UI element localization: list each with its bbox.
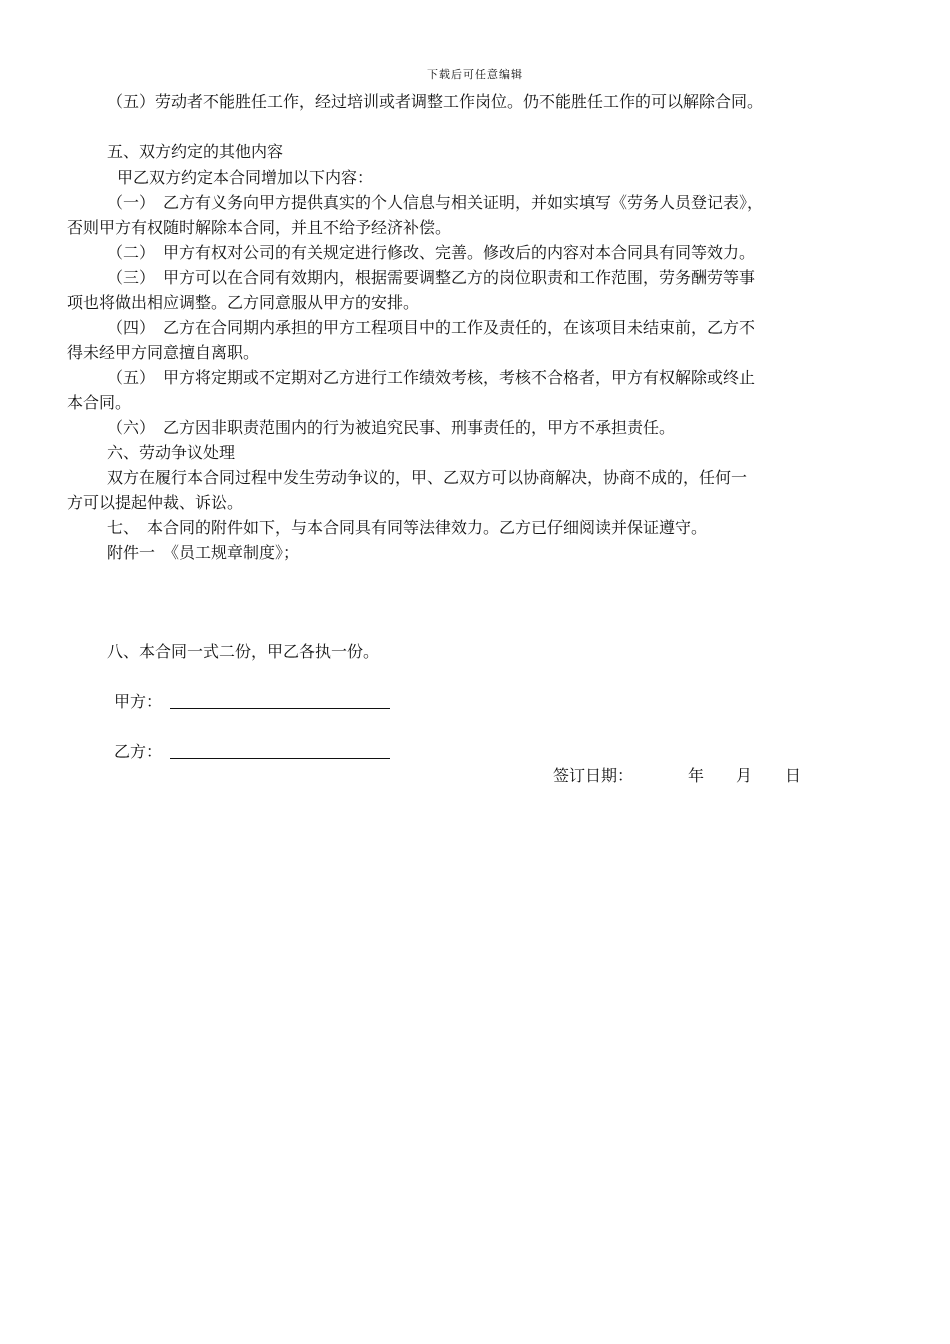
attachment-1: 附件一 《员工规章制度》； [107, 543, 300, 562]
signing-date-year: 年 [688, 766, 705, 785]
section-5-intro: 甲乙双方约定本合同增加以下内容： [117, 168, 374, 187]
clause-5-item-5: （五）劳动者不能胜任工作，经过培训或者调整工作岗位。仍不能胜任工作的可以解除合同。 [107, 92, 764, 111]
section-7: 七、 本合同的附件如下，与本合同具有同等法律效力。乙方已仔细阅读并保证遵守。 [107, 518, 708, 537]
party-b-label: 乙方： [114, 742, 163, 761]
section-6-line-1: 双方在履行本合同过程中发生劳动争议的，甲、乙双方可以协商解决，协商不成的，任何一 [107, 468, 748, 487]
section-5-item-3-line-1: （三） 甲方可以在合同有效期内，根据需要调整乙方的岗位职责和工作范围，劳务酬劳等事 [107, 268, 756, 287]
party-b-signature-line [170, 758, 390, 759]
section-5-item-4-line-1: （四） 乙方在合同期内承担的甲方工程项目中的工作及责任的，在该项目未结束前，乙方不 [107, 318, 756, 337]
signing-date-day: 日 [785, 766, 802, 785]
section-5-item-6: （六） 乙方因非职责范围内的行为被追究民事、刑事责任的，甲方不承担责任。 [107, 418, 676, 437]
section-6-title: 六、劳动争议处理 [107, 443, 236, 462]
section-5-item-1-line-1: （一） 乙方有义务向甲方提供真实的个人信息与相关证明，并如实填写《劳务人员登记表》， [107, 193, 764, 212]
signing-date-label: 签订日期： [553, 766, 634, 785]
header-note: 下载后可任意编辑 [427, 68, 523, 81]
section-5-title: 五、双方约定的其他内容 [107, 142, 284, 161]
section-5-item-5-line-1: （五） 甲方将定期或不定期对乙方进行工作绩效考核，考核不合格者，甲方有权解除或终止 [107, 368, 756, 387]
party-a-signature-line [170, 708, 390, 709]
section-5-item-1-line-2: 否则甲方有权随时解除本合同，并且不给予经济补偿。 [67, 218, 452, 237]
party-a-label: 甲方： [114, 692, 163, 711]
signing-date-month: 月 [736, 766, 753, 785]
section-5-item-5-line-2: 本合同。 [67, 393, 132, 412]
section-5-item-4-line-2: 得未经甲方同意擅自离职。 [67, 343, 260, 362]
section-6-line-2: 方可以提起仲裁、诉讼。 [67, 493, 244, 512]
section-8: 八、本合同一式二份，甲乙各执一份。 [107, 642, 380, 661]
section-5-item-2: （二） 甲方有权对公司的有关规定进行修改、完善。修改后的内容对本合同具有同等效力。 [107, 243, 756, 262]
section-5-item-3-line-2: 项也将做出相应调整。乙方同意服从甲方的安排。 [67, 293, 420, 312]
